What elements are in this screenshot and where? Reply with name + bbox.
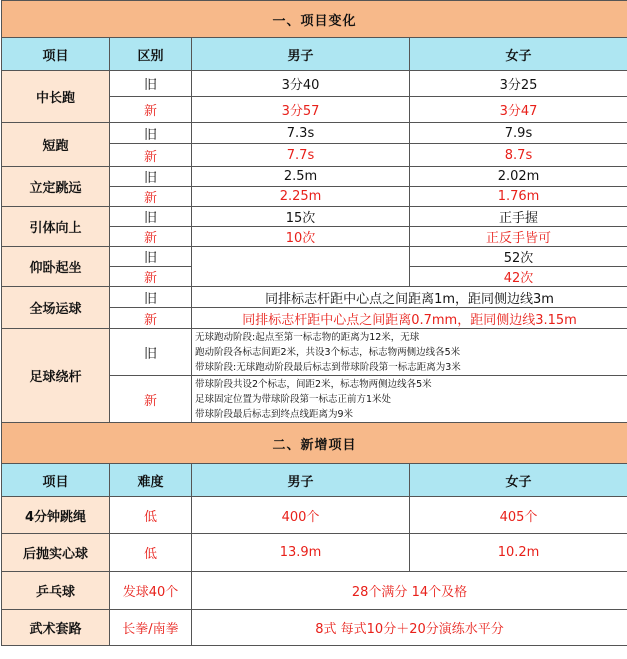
table-row [2, 497, 627, 534]
old-label: 旧 [110, 71, 192, 97]
difficulty-value: 长拳/南拳 [110, 610, 192, 646]
table-row [2, 534, 627, 572]
new-label: 新 [110, 308, 192, 329]
old-male-value: 15次 [192, 207, 410, 227]
item-label: 后抛实心球 [2, 534, 110, 572]
item-label: 短跑 [2, 123, 110, 167]
difficulty-value: 低 [110, 534, 192, 572]
new-female-value: 42次 [410, 267, 627, 287]
difficulty-value: 低 [110, 497, 192, 534]
new-rule-text: 同排标志杆距中心点之间距离0.7mm，距同侧边线3.15m [192, 308, 627, 329]
old-male-value: 2.5m [192, 167, 410, 187]
header-male: 男子 [192, 464, 410, 497]
section1-title: 一、项目变化 [2, 1, 627, 38]
item-label: 全场运球 [2, 287, 110, 329]
old-rule-text: 同排标志杆距中心点之间距离1m，距同侧边线3m [192, 287, 627, 308]
comparison-table [1, 0, 627, 646]
new-female-value: 3分47 [410, 97, 627, 123]
new-label: 新 [110, 376, 192, 423]
female-value: 10.2m [410, 534, 627, 572]
new-label: 新 [110, 267, 192, 287]
old-label: 旧 [110, 123, 192, 144]
male-value: 13.9m [192, 534, 410, 572]
table-row [2, 207, 627, 227]
old-female-value: 3分25 [410, 71, 627, 97]
rule-line: 足球固定位置为带球阶段第一标志正前方1米处 [195, 393, 392, 405]
item-label: 引体向上 [2, 207, 110, 247]
item-label: 足球绕杆 [2, 329, 110, 423]
new-male-value: 3分57 [192, 97, 410, 123]
header-female: 女子 [410, 464, 627, 497]
table-row [2, 329, 627, 376]
male-empty-cell [192, 247, 410, 287]
table-row [2, 287, 627, 308]
new-label: 新 [110, 227, 192, 247]
table-row [2, 167, 627, 187]
rule-line: 无球跑动阶段:起点至第一标志物的距离为12米，无球 [195, 331, 420, 343]
table-row [2, 247, 627, 267]
table-row [2, 610, 627, 646]
female-value: 405个 [410, 497, 627, 534]
standard-text: 28个满分 14个及格 [192, 572, 627, 610]
header-female: 女子 [410, 38, 627, 71]
old-label: 旧 [110, 207, 192, 227]
new-label: 新 [110, 187, 192, 207]
old-label: 旧 [110, 247, 192, 267]
new-rule-text [192, 376, 627, 423]
old-male-value: 3分40 [192, 71, 410, 97]
old-female-value: 7.9s [410, 123, 627, 144]
section2-title: 二、新增项目 [2, 423, 627, 464]
old-female-value: 正手握 [410, 207, 627, 227]
rule-line: 带球阶段共设2个标志，间距2米，标志物两侧边线各5米 [195, 378, 432, 390]
old-male-value: 7.3s [192, 123, 410, 144]
old-label: 旧 [110, 287, 192, 308]
standard-text: 8式 每式10分＋20分演练水平分 [192, 610, 627, 646]
rule-line: 跑动阶段各标志间距2米，共设3个标志，标志物两侧边线各5米 [195, 346, 461, 358]
new-male-value: 2.25m [192, 187, 410, 207]
new-female-value: 1.76m [410, 187, 627, 207]
male-value: 400个 [192, 497, 410, 534]
new-female-value: 8.7s [410, 144, 627, 167]
rule-line: 带球阶段最后标志到终点线距离为9米 [195, 408, 354, 420]
section2-header-row [2, 464, 627, 497]
new-label: 新 [110, 97, 192, 123]
header-item: 项目 [2, 464, 110, 497]
rule-line: 带球阶段:无球跑动阶段最后标志到带球阶段第一标志距离为3米 [195, 361, 461, 373]
item-label: 武术套路 [2, 610, 110, 646]
old-female-value: 52次 [410, 247, 627, 267]
new-male-value: 7.7s [192, 144, 410, 167]
old-label: 旧 [110, 167, 192, 187]
item-label: 中长跑 [2, 71, 110, 123]
table-row [2, 123, 627, 144]
item-label: 4分钟跳绳 [2, 497, 110, 534]
new-label: 新 [110, 144, 192, 167]
section1-header-row [2, 38, 627, 71]
header-difficulty: 难度 [110, 464, 192, 497]
header-type: 区别 [110, 38, 192, 71]
table-row [2, 572, 627, 610]
item-label: 乒乓球 [2, 572, 110, 610]
item-label: 立定跳远 [2, 167, 110, 207]
header-male: 男子 [192, 38, 410, 71]
table-row [2, 71, 627, 97]
old-rule-text [192, 329, 627, 376]
old-label: 旧 [110, 329, 192, 376]
item-label: 仰卧起坐 [2, 247, 110, 287]
difficulty-value: 发球40个 [110, 572, 192, 610]
new-male-value: 10次 [192, 227, 410, 247]
header-item: 项目 [2, 38, 110, 71]
old-female-value: 2.02m [410, 167, 627, 187]
new-female-value: 正反手皆可 [410, 227, 627, 247]
